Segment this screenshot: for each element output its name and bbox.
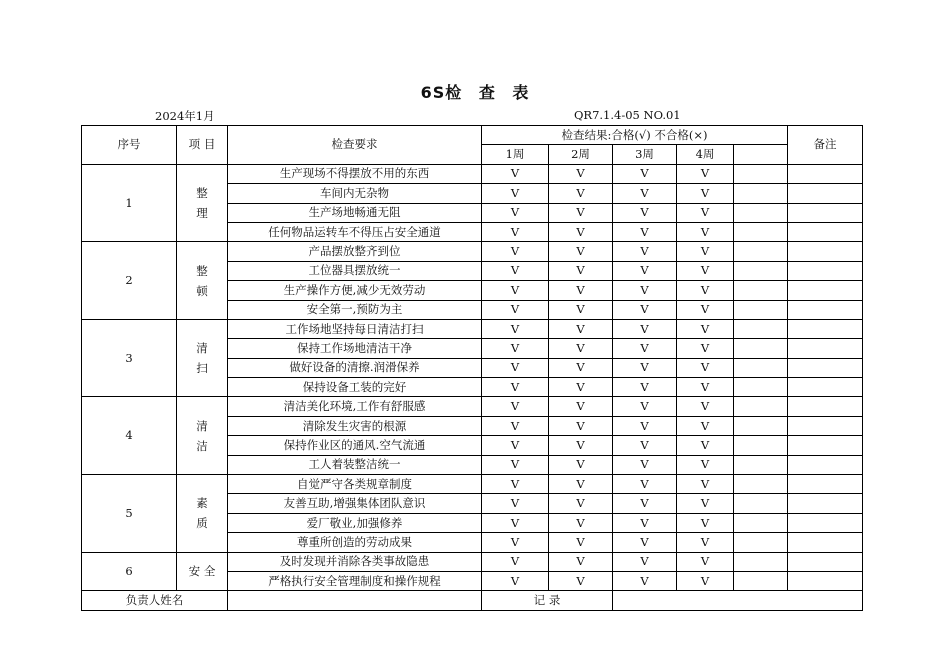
- requirement-cell: 清除发生灾害的根源: [228, 416, 482, 435]
- section-category-text: 安 全: [188, 564, 216, 579]
- remarks-cell[interactable]: [788, 571, 863, 590]
- requirement-cell: 车间内无杂物: [228, 184, 482, 203]
- week-4-mark[interactable]: V: [677, 416, 734, 435]
- week-3-mark[interactable]: V: [613, 436, 677, 455]
- requirement-cell: 安全第一,预防为主: [228, 300, 482, 319]
- week-2-mark[interactable]: V: [549, 416, 613, 435]
- week-1-mark[interactable]: V: [482, 339, 549, 358]
- header-week-4: 4周: [677, 145, 734, 164]
- week-4-mark[interactable]: V: [677, 436, 734, 455]
- week-3-mark[interactable]: V: [613, 475, 677, 494]
- week-2-mark[interactable]: V: [549, 513, 613, 532]
- extra-result-cell[interactable]: [734, 261, 788, 280]
- week-2-mark[interactable]: V: [549, 552, 613, 571]
- week-2-mark[interactable]: V: [549, 436, 613, 455]
- date-label: 2024年1月: [155, 109, 215, 123]
- remarks-cell[interactable]: [788, 319, 863, 338]
- week-2-mark[interactable]: V: [549, 281, 613, 300]
- section-category: [177, 164, 228, 242]
- week-2-mark[interactable]: V: [549, 475, 613, 494]
- header-no: 序号: [82, 126, 177, 165]
- week-1-mark[interactable]: V: [482, 378, 549, 397]
- week-2-mark[interactable]: V: [549, 184, 613, 203]
- week-1-mark[interactable]: V: [482, 513, 549, 532]
- week-1-mark[interactable]: V: [482, 475, 549, 494]
- week-4-mark[interactable]: V: [677, 358, 734, 377]
- record-label: 记 录: [482, 591, 613, 610]
- extra-result-cell[interactable]: [734, 571, 788, 590]
- week-3-mark[interactable]: V: [613, 300, 677, 319]
- responsible-label: 负责人姓名: [82, 591, 228, 610]
- section-category-text: 素质: [196, 496, 208, 531]
- week-1-mark[interactable]: V: [482, 552, 549, 571]
- requirement-cell: 工人着装整洁统一: [228, 455, 482, 474]
- requirement-cell: 生产操作方便,减少无效劳动: [228, 281, 482, 300]
- page-title: 6S检 查 表: [420, 83, 530, 102]
- week-1-mark[interactable]: V: [482, 184, 549, 203]
- remarks-cell[interactable]: [788, 281, 863, 300]
- section-number: 2: [82, 242, 177, 320]
- requirement-cell: 生产场地畅通无阻: [228, 203, 482, 222]
- remarks-cell[interactable]: [788, 436, 863, 455]
- week-4-mark[interactable]: V: [677, 242, 734, 261]
- requirement-cell: 保持设备工装的完好: [228, 378, 482, 397]
- requirement-cell: 工作场地坚持每日清洁打扫: [228, 319, 482, 338]
- header-remarks: 备注: [788, 126, 863, 165]
- week-4-mark[interactable]: V: [677, 378, 734, 397]
- extra-result-cell[interactable]: [734, 222, 788, 241]
- week-1-mark[interactable]: V: [482, 358, 549, 377]
- table-row: [82, 164, 863, 183]
- week-1-mark[interactable]: V: [482, 242, 549, 261]
- header-result: 检查结果:合格(√) 不合格(×): [482, 126, 788, 145]
- extra-result-cell[interactable]: [734, 300, 788, 319]
- remarks-cell[interactable]: [788, 513, 863, 532]
- remarks-cell[interactable]: [788, 358, 863, 377]
- header-week-blank: [734, 145, 788, 164]
- extra-result-cell[interactable]: [734, 358, 788, 377]
- week-4-mark[interactable]: V: [677, 281, 734, 300]
- week-4-mark[interactable]: V: [677, 571, 734, 590]
- week-3-mark[interactable]: V: [613, 242, 677, 261]
- document-code: QR7.1.4-05 NO.01: [574, 108, 681, 122]
- week-4-mark[interactable]: V: [677, 339, 734, 358]
- remarks-cell[interactable]: [788, 397, 863, 416]
- requirement-cell: 清洁美化环境,工作有舒服感: [228, 397, 482, 416]
- remarks-cell[interactable]: [788, 203, 863, 222]
- extra-result-cell[interactable]: [734, 475, 788, 494]
- week-4-mark[interactable]: V: [677, 184, 734, 203]
- remarks-cell[interactable]: [788, 339, 863, 358]
- week-1-mark[interactable]: V: [482, 281, 549, 300]
- week-2-mark[interactable]: V: [549, 242, 613, 261]
- requirement-cell: 尊重所创造的劳动成果: [228, 533, 482, 552]
- week-1-mark[interactable]: V: [482, 319, 549, 338]
- header-item: 项 目: [177, 126, 228, 165]
- week-2-mark[interactable]: V: [549, 455, 613, 474]
- week-2-mark[interactable]: V: [549, 397, 613, 416]
- extra-result-cell[interactable]: [734, 281, 788, 300]
- week-4-mark[interactable]: V: [677, 494, 734, 513]
- week-1-mark[interactable]: V: [482, 222, 549, 241]
- week-1-mark[interactable]: V: [482, 397, 549, 416]
- section-category: [177, 552, 228, 591]
- week-2-mark[interactable]: V: [549, 571, 613, 590]
- week-1-mark[interactable]: V: [482, 494, 549, 513]
- week-4-mark[interactable]: V: [677, 475, 734, 494]
- week-1-mark[interactable]: V: [482, 455, 549, 474]
- remarks-cell[interactable]: [788, 184, 863, 203]
- week-2-mark[interactable]: V: [549, 164, 613, 183]
- week-3-mark[interactable]: V: [613, 261, 677, 280]
- week-3-mark[interactable]: V: [613, 184, 677, 203]
- remarks-cell[interactable]: [788, 533, 863, 552]
- remarks-cell[interactable]: [788, 222, 863, 241]
- week-4-mark[interactable]: V: [677, 222, 734, 241]
- section-number: 3: [82, 319, 177, 397]
- week-4-mark[interactable]: V: [677, 261, 734, 280]
- table-row: [82, 475, 863, 494]
- requirement-cell: 生产现场不得摆放不用的东西: [228, 164, 482, 183]
- section-category: [177, 475, 228, 553]
- section-number: 4: [82, 397, 177, 475]
- week-2-mark[interactable]: V: [549, 339, 613, 358]
- section-category-text: 清洁: [196, 418, 208, 453]
- requirement-cell: 做好设备的清擦.润滑保养: [228, 358, 482, 377]
- week-2-mark[interactable]: V: [549, 261, 613, 280]
- week-1-mark[interactable]: V: [482, 436, 549, 455]
- extra-result-cell[interactable]: [734, 455, 788, 474]
- week-3-mark[interactable]: V: [613, 339, 677, 358]
- week-2-mark[interactable]: V: [549, 319, 613, 338]
- extra-result-cell[interactable]: [734, 184, 788, 203]
- week-3-mark[interactable]: V: [613, 164, 677, 183]
- remarks-cell[interactable]: [788, 455, 863, 474]
- week-2-mark[interactable]: V: [549, 494, 613, 513]
- requirement-cell: 严格执行安全管理制度和操作规程: [228, 571, 482, 590]
- section-number: 5: [82, 475, 177, 553]
- week-3-mark[interactable]: V: [613, 281, 677, 300]
- responsible-name-cell[interactable]: [228, 591, 482, 610]
- table-row: [82, 397, 863, 416]
- week-2-mark[interactable]: V: [549, 222, 613, 241]
- week-4-mark[interactable]: V: [677, 300, 734, 319]
- header-week-1: 1周: [482, 145, 549, 164]
- requirement-cell: 保持工作场地清洁干净: [228, 339, 482, 358]
- section-category-text: 整顿: [196, 263, 208, 298]
- extra-result-cell[interactable]: [734, 494, 788, 513]
- week-4-mark[interactable]: V: [677, 203, 734, 222]
- week-4-mark[interactable]: V: [677, 164, 734, 183]
- week-3-mark[interactable]: V: [613, 203, 677, 222]
- inspection-table: [81, 125, 863, 611]
- extra-result-cell[interactable]: [734, 552, 788, 571]
- week-4-mark[interactable]: V: [677, 455, 734, 474]
- week-1-mark[interactable]: V: [482, 300, 549, 319]
- section-category-text: 整理: [196, 186, 208, 221]
- remarks-cell[interactable]: [788, 475, 863, 494]
- week-4-mark[interactable]: V: [677, 319, 734, 338]
- requirement-cell: 自觉严守各类规章制度: [228, 475, 482, 494]
- header-row: [82, 126, 863, 145]
- week-3-mark[interactable]: V: [613, 358, 677, 377]
- remarks-cell[interactable]: [788, 378, 863, 397]
- week-2-mark[interactable]: V: [549, 300, 613, 319]
- week-3-mark[interactable]: V: [613, 494, 677, 513]
- extra-result-cell[interactable]: [734, 378, 788, 397]
- week-4-mark[interactable]: V: [677, 513, 734, 532]
- week-3-mark[interactable]: V: [613, 455, 677, 474]
- week-3-mark[interactable]: V: [613, 416, 677, 435]
- week-1-mark[interactable]: V: [482, 203, 549, 222]
- extra-result-cell[interactable]: [734, 436, 788, 455]
- requirement-cell: 工位器具摆放统一: [228, 261, 482, 280]
- header-requirement: 检查要求: [228, 126, 482, 165]
- week-1-mark[interactable]: V: [482, 261, 549, 280]
- week-3-mark[interactable]: V: [613, 378, 677, 397]
- section-category-text: 清扫: [196, 341, 208, 376]
- section-category: [177, 397, 228, 475]
- extra-result-cell[interactable]: [734, 164, 788, 183]
- table-row: [82, 319, 863, 338]
- footer-row: [82, 591, 863, 610]
- week-3-mark[interactable]: V: [613, 513, 677, 532]
- week-4-mark[interactable]: V: [677, 397, 734, 416]
- extra-result-cell[interactable]: [734, 533, 788, 552]
- week-2-mark[interactable]: V: [549, 358, 613, 377]
- table-row: [82, 242, 863, 261]
- week-3-mark[interactable]: V: [613, 319, 677, 338]
- week-3-mark[interactable]: V: [613, 222, 677, 241]
- requirement-cell: 保持作业区的通风.空气流通: [228, 436, 482, 455]
- week-4-mark[interactable]: V: [677, 552, 734, 571]
- week-3-mark[interactable]: V: [613, 571, 677, 590]
- week-2-mark[interactable]: V: [549, 203, 613, 222]
- section-category: [177, 319, 228, 397]
- remarks-cell[interactable]: [788, 242, 863, 261]
- extra-result-cell[interactable]: [734, 319, 788, 338]
- week-3-mark[interactable]: V: [613, 552, 677, 571]
- extra-result-cell[interactable]: [734, 242, 788, 261]
- week-3-mark[interactable]: V: [613, 533, 677, 552]
- header-week-2: 2周: [549, 145, 613, 164]
- requirement-cell: 产品摆放整齐到位: [228, 242, 482, 261]
- extra-result-cell[interactable]: [734, 203, 788, 222]
- requirement-cell: 友善互助,增强集体团队意识: [228, 494, 482, 513]
- remarks-cell[interactable]: [788, 552, 863, 571]
- extra-result-cell[interactable]: [734, 339, 788, 358]
- remarks-cell[interactable]: [788, 416, 863, 435]
- remarks-cell[interactable]: [788, 261, 863, 280]
- remarks-cell[interactable]: [788, 164, 863, 183]
- week-2-mark[interactable]: V: [549, 378, 613, 397]
- remarks-cell[interactable]: [788, 300, 863, 319]
- section-number: 1: [82, 164, 177, 242]
- extra-result-cell[interactable]: [734, 397, 788, 416]
- week-1-mark[interactable]: V: [482, 164, 549, 183]
- section-number: 6: [82, 552, 177, 591]
- remarks-cell[interactable]: [788, 494, 863, 513]
- week-3-mark[interactable]: V: [613, 397, 677, 416]
- extra-result-cell[interactable]: [734, 416, 788, 435]
- requirement-cell: 爱厂敬业,加强修养: [228, 513, 482, 532]
- extra-result-cell[interactable]: [734, 513, 788, 532]
- week-1-mark[interactable]: V: [482, 533, 549, 552]
- record-cell[interactable]: [613, 591, 863, 610]
- header-week-3: 3周: [613, 145, 677, 164]
- week-2-mark[interactable]: V: [549, 533, 613, 552]
- section-category: [177, 242, 228, 320]
- week-4-mark[interactable]: V: [677, 533, 734, 552]
- table-row: [82, 552, 863, 571]
- week-1-mark[interactable]: V: [482, 571, 549, 590]
- week-1-mark[interactable]: V: [482, 416, 549, 435]
- requirement-cell: 任何物品运转车不得压占安全通道: [228, 222, 482, 241]
- requirement-cell: 及时发现并消除各类事故隐患: [228, 552, 482, 571]
